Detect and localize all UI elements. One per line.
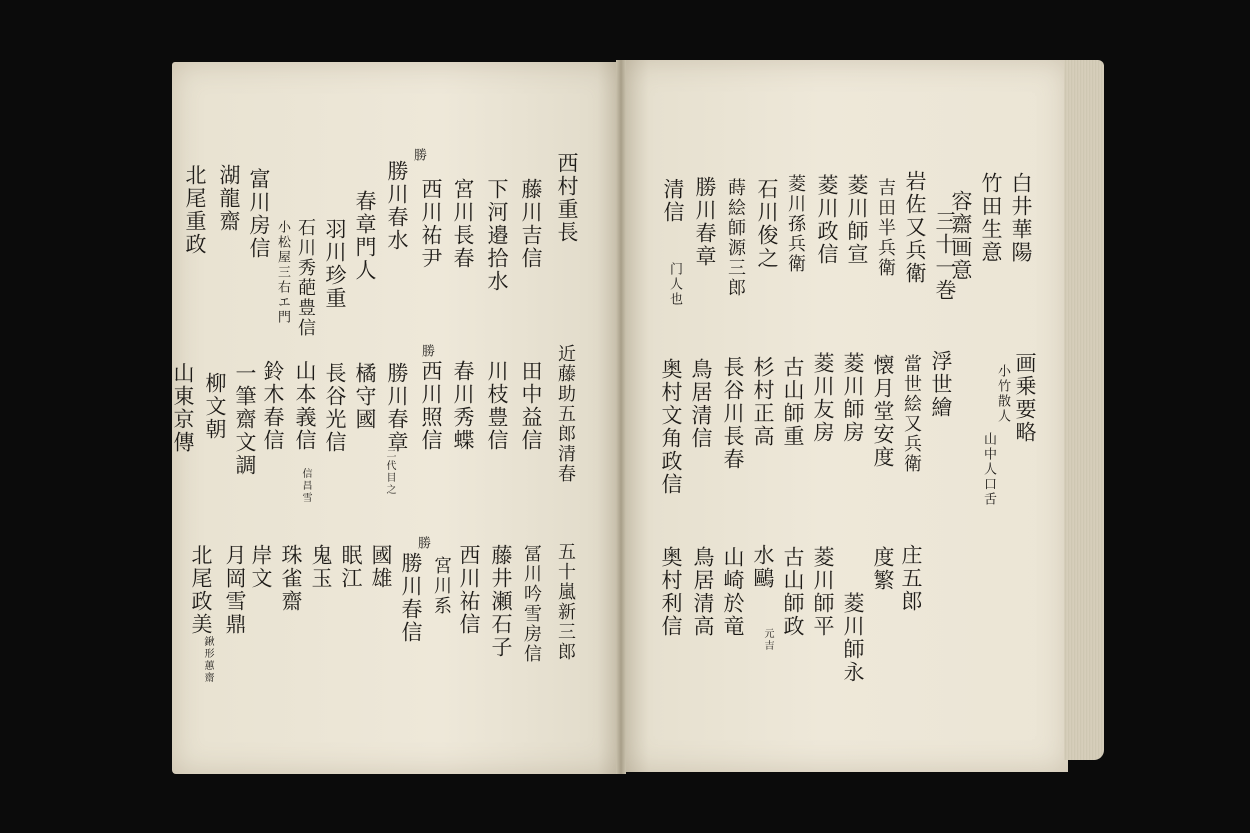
left-bot-mark-1: 勝	[415, 536, 430, 551]
right-bot-col-1: 庄五郎	[899, 544, 923, 613]
right-top-col-10: 石川俊之	[755, 178, 779, 270]
right-bot-col-5: 古山師政	[781, 546, 805, 638]
right-top-annotation: 门人也	[667, 262, 682, 307]
left-top-col-10: 小松屋三右エ門	[275, 220, 290, 325]
left-top-col-4: 宮川長春	[451, 178, 475, 270]
right-top-col-9: 菱川孫兵衛	[785, 174, 806, 274]
right-top-col-5: 吉田半兵衛	[875, 178, 896, 278]
left-bot-col-13: 北尾政美	[189, 544, 213, 636]
right-bot-col-2: 度繁	[871, 546, 895, 592]
left-mid-col-13: 山東京傳	[171, 362, 195, 454]
right-bot-col-9: 鳥居清高	[691, 546, 715, 638]
left-mid-col-7: 橘守國	[353, 362, 377, 431]
left-mid-mark-3: 信昌雪	[300, 468, 311, 504]
left-top-col-6: 勝川春水	[385, 160, 409, 252]
right-mid-col-1: 画乗要略	[1013, 352, 1037, 444]
right-bot-col-6: 水鷗	[751, 544, 775, 590]
left-top-col-5: 西川祐尹	[419, 178, 443, 270]
left-top-mark: 勝	[411, 148, 426, 163]
left-bot-col-2: 冨川吟雪房信	[521, 544, 542, 664]
right-mid-col-5: 當世絵又兵衛	[901, 354, 922, 474]
left-mid-col-12: 柳文朝	[203, 372, 227, 441]
right-top-col-11: 蒔絵師源三郎	[725, 178, 746, 298]
right-mid-col-2: 小竹散人	[995, 364, 1010, 424]
left-top-col-8: 羽川珍重	[323, 218, 347, 310]
left-mid-col-1: 近藤助五郎清春	[555, 344, 576, 484]
right-mid-col-13: 奥村文角政信	[659, 358, 683, 496]
left-bot-col-6: 勝川春信	[399, 552, 423, 644]
left-bot-col-10: 珠雀齋	[279, 544, 303, 613]
right-mid-col-11: 長谷川長春	[721, 356, 745, 471]
right-bot-col-8: 山崎於竜	[721, 546, 745, 638]
right-bot-col-7: 元吉	[762, 628, 773, 652]
left-bot-col-7: 國雄	[369, 544, 393, 590]
left-bot-col-1: 五十嵐新三郎	[555, 542, 576, 662]
right-top-col-12: 勝川春章	[693, 176, 717, 268]
left-bot-col-11: 岸文	[249, 544, 273, 590]
right-mid-col-8: 菱川友房	[811, 352, 835, 444]
book-gutter	[616, 60, 626, 774]
left-mid-mark-1: 勝	[419, 344, 434, 359]
left-top-col-9: 石川秀葩豊信	[295, 218, 316, 338]
right-top-col-1: 白井華陽	[1009, 172, 1033, 264]
right-mid-col-12: 鳥居清信	[689, 358, 713, 450]
left-mid-col-5: 西川照信	[419, 360, 443, 452]
right-top-col-4: 岩佐又兵衛	[903, 170, 927, 285]
left-bot-col-3: 藤井瀬石子	[489, 544, 513, 659]
left-mid-col-3: 川枝豊信	[485, 360, 509, 452]
left-top-col-11: 富川房信	[247, 168, 271, 260]
right-top-col-8: 菱川政信	[815, 174, 839, 266]
left-mid-col-4: 春川秀蝶	[451, 360, 475, 452]
left-mid-col-9: 山本義信	[293, 360, 317, 452]
left-top-col-12: 湖龍齋	[217, 164, 241, 233]
right-top-col-13: 清信	[661, 178, 685, 224]
right-top-col-7: 菱川師宣	[845, 174, 869, 266]
left-top-col-7: 春章門人	[353, 190, 377, 282]
right-mid-col-10: 杉村正高	[751, 356, 775, 448]
left-mid-col-2: 田中益信	[519, 360, 543, 452]
left-top-col-13: 北尾重政	[183, 164, 207, 256]
right-mid-col-9: 古山師重	[781, 356, 805, 448]
left-bot-col-4: 西川祐信	[457, 544, 481, 636]
left-bot-col-9: 鬼玉	[309, 544, 333, 590]
right-mid-col-6: 懐月堂安度	[871, 354, 895, 469]
right-mid-col-7: 菱川師房	[841, 352, 865, 444]
left-mid-col-6: 勝川春章	[385, 362, 409, 454]
right-bot-col-3: 菱川師永	[841, 592, 865, 684]
left-bot-col-8: 眠江	[339, 544, 363, 590]
left-mid-mark-2: 二代目之	[384, 448, 395, 496]
right-bot-col-4: 菱川師平	[811, 546, 835, 638]
right-bot-col-10: 奥村利信	[659, 546, 683, 638]
page-edges	[1064, 60, 1104, 760]
right-top-col-2: 竹田生意	[979, 172, 1003, 264]
left-top-col-3: 下河邉拾水	[485, 178, 509, 293]
right-top-col-6: 三十一巻	[933, 210, 957, 302]
right-mid-col-4: 浮世繪	[929, 350, 953, 419]
left-mid-col-10: 鈴木春信	[261, 360, 285, 452]
left-bot-col-5: 宮川系	[431, 556, 452, 616]
left-mid-col-8: 長谷光信	[323, 362, 347, 454]
left-bot-col-12: 月岡雪鼎	[223, 544, 247, 636]
left-top-col-1: 西村重長	[555, 152, 579, 244]
right-mid-col-3: 山中人口舌	[981, 432, 996, 507]
right-top-col-3: 容齋画意	[949, 190, 973, 282]
left-top-col-2: 藤川吉信	[519, 178, 543, 270]
left-bot-mark-2: 鍬形蕙齋	[202, 636, 213, 684]
left-mid-col-11: 一筆齋文調	[233, 362, 257, 477]
